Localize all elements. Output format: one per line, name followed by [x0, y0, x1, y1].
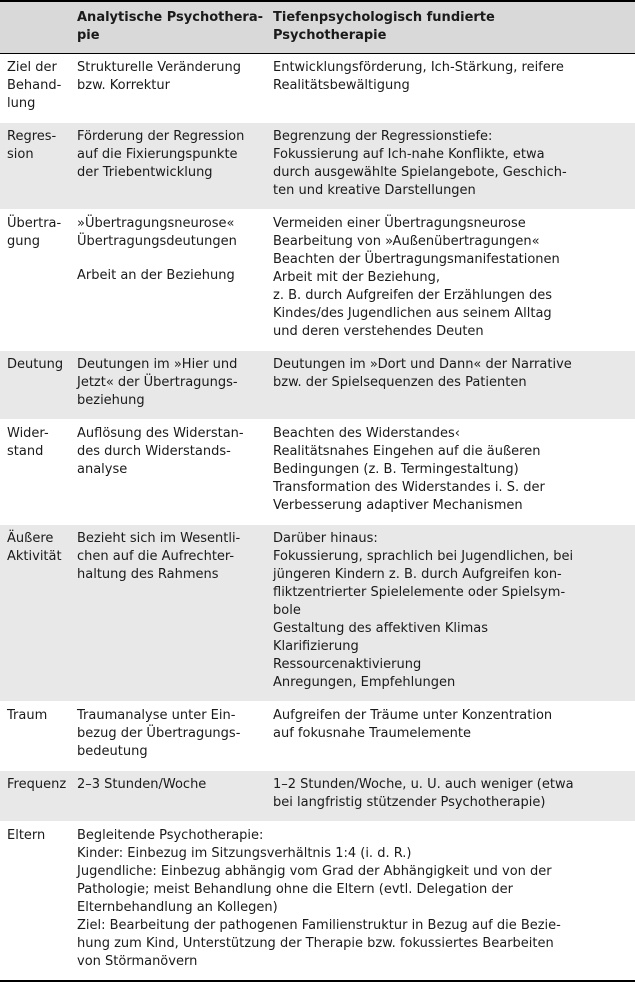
header-depth-psychology: Tiefenpsychologisch fundierte Psychotherapie	[266, 1, 635, 54]
analytic-cell: Förderung der Regression auf die Fixierungspunkte der Triebentwicklung	[70, 123, 266, 210]
row-label: Frequenz	[0, 771, 70, 822]
depth-cell: Begrenzung der Regressionstiefe: Fokussierung auf Ich-nahe Konflikte, etwa durch ausgewählte Spielangebote, Geschich- ten und kreative Darstellungen	[266, 123, 635, 210]
depth-cell: Aufgreifen der Träume unter Konzentration auf fokusnahe Traumelemente	[266, 702, 635, 771]
table-row	[0, 525, 635, 702]
row-label: Wider- stand	[0, 420, 70, 525]
row-label: Deutung	[0, 351, 70, 420]
table-header	[0, 1, 635, 54]
row-label: Eltern	[0, 822, 70, 982]
analytic-cell: Strukturelle Veränderung bzw. Korrektur	[70, 54, 266, 123]
table-row	[0, 420, 635, 525]
spacer	[77, 251, 262, 267]
header-empty-cell	[0, 1, 70, 54]
table-row	[0, 210, 635, 351]
row-label: Übertra- gung	[0, 210, 70, 351]
table-row	[0, 351, 635, 420]
depth-cell: Vermeiden einer Übertragungsneurose Bearbeitung von »Außenübertragungen« Beachten der Übertragungsmanifestationen Arbeit mit der Beziehung, z. B. durch Aufgreifen der Erzählungen des Kindes/des Jugendlichen aus seinem Alltag und deren verstehendes Deuten	[266, 210, 635, 351]
analytic-cell: Auflösung des Widerstan- des durch Widerstands- analyse	[70, 420, 266, 525]
analytic-cell: 2–3 Stunden/Woche	[70, 771, 266, 822]
table-row	[0, 771, 635, 822]
depth-cell: Darüber hinaus: Fokussierung, sprachlich bei Jugendlichen, bei jüngeren Kindern z. B. durch Aufgreifen kon- fliktzentrierter Spielelemente oder Spielsym- bole Gestaltung des affektiven Klimas Klarifizierung Ressourcenaktivierung Anregungen, Empfehlungen	[266, 525, 635, 702]
depth-cell: 1–2 Stunden/Woche, u. U. auch weniger (etwa bei langfristig stützender Psychotherapie)	[266, 771, 635, 822]
table-row	[0, 123, 635, 210]
row-label: Traum	[0, 702, 70, 771]
analytic-cell: Bezieht sich im Wesentli- chen auf die Aufrechter- haltung des Rahmens	[70, 525, 266, 702]
analytic-cell: Deutungen im »Hier und Jetzt« der Übertragungs- beziehung	[70, 351, 266, 420]
row-label: Regres- sion	[0, 123, 70, 210]
table-row	[0, 702, 635, 771]
merged-cell: Begleitende Psychotherapie: Kinder: Einbezug im Sitzungsverhältnis 1:4 (i. d. R.) Jugendliche: Einbezug abhängig vom Grad der Abhängigkeit und von der Pathologie; meist Behandlung ohne die Eltern (evtl. Delegation der Elternbehandlung an Kollegen) Ziel: Bearbeitung der pathogenen Familienstruktur in Bezug auf die Bezie- hung zum Kind, Unterstützung der Therapie bzw. fokussiertes Bearbeiten von Störmanövern	[70, 822, 635, 982]
row-label: Äußere Aktivität	[0, 525, 70, 702]
depth-cell: Entwicklungsförderung, Ich-Stärkung, reifere Realitätsbewältigung	[266, 54, 635, 123]
depth-cell: Deutungen im »Dort und Dann« der Narrative bzw. der Spielsequenzen des Patienten	[266, 351, 635, 420]
depth-cell: Beachten des Widerstandes‹ Realitätsnahes Eingehen auf die äußeren Bedingungen (z. B. Termingestaltung) Transformation des Widerstandes i. S. der Verbesserung adaptiver Mechanismen	[266, 420, 635, 525]
table-row	[0, 54, 635, 123]
header-analytic: Analytische Psychothera- pie	[70, 1, 266, 54]
row-label: Ziel der Behand- lung	[0, 54, 70, 123]
table-row	[0, 822, 635, 982]
analytic-cell: Traumanalyse unter Ein- bezug der Übertragungs- bedeutung	[70, 702, 266, 771]
analytic-cell: »Übertragungsneurose« Übertragungsdeutungen Arbeit an der Beziehung	[70, 210, 266, 351]
